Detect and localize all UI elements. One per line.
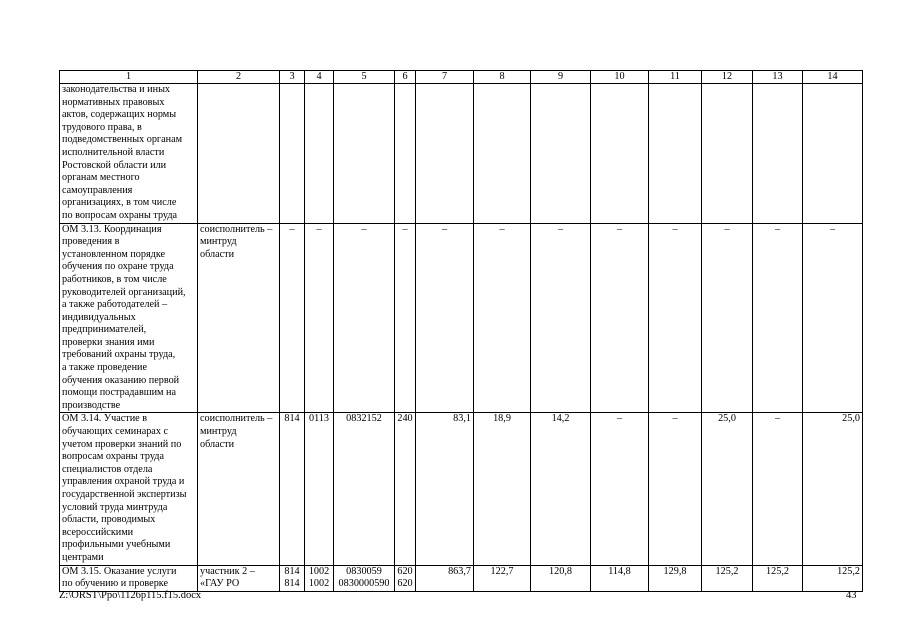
executor-cell xyxy=(198,84,280,224)
value-cell xyxy=(753,84,803,224)
value-cell: 125,2 xyxy=(702,565,753,591)
col-header-6: 6 xyxy=(395,71,416,84)
value-cell xyxy=(702,84,753,224)
page-number: 43 xyxy=(846,590,857,601)
activity-cell: ОМ 3.15. Оказание услуги по обучению и проверке xyxy=(60,565,198,591)
rzpr-cell: 1002 1002 xyxy=(305,565,334,591)
value-cell xyxy=(474,84,531,224)
activity-cell: ОМ 3.13. Координация проведения в установленном порядке обучения по охране труда работников, в том числе руководителей организаций, а также работодателей – индивидуальных предпринимателей, проверки знания ими требований охраны труда, а также проведение обучения оказанию первой помощи пострадавшим на производстве xyxy=(60,223,198,413)
value-cell: – xyxy=(591,223,649,413)
value-cell: 120,8 xyxy=(531,565,591,591)
vr-cell: – xyxy=(395,223,416,413)
col-header-1: 1 xyxy=(60,71,198,84)
executor-cell: соисполнитель – минтруд области xyxy=(198,413,280,565)
value-cell: 18,9 xyxy=(474,413,531,565)
col-header-11: 11 xyxy=(649,71,702,84)
vr-cell: 620 620 xyxy=(395,565,416,591)
value-cell: 83,1 xyxy=(416,413,474,565)
grbs-cell xyxy=(280,84,305,224)
value-cell xyxy=(591,84,649,224)
csr-cell: – xyxy=(334,223,395,413)
value-cell: 25,0 xyxy=(702,413,753,565)
value-cell: – xyxy=(591,413,649,565)
value-cell: 129,8 xyxy=(649,565,702,591)
value-cell: – xyxy=(702,223,753,413)
grbs-cell: – xyxy=(280,223,305,413)
value-cell: – xyxy=(416,223,474,413)
col-header-3: 3 xyxy=(280,71,305,84)
col-header-5: 5 xyxy=(334,71,395,84)
vr-cell xyxy=(395,84,416,224)
value-cell xyxy=(803,84,863,224)
value-cell: 14,2 xyxy=(531,413,591,565)
table-row xyxy=(60,413,863,565)
value-cell: 25,0 xyxy=(803,413,863,565)
table-row xyxy=(60,223,863,413)
col-header-13: 13 xyxy=(753,71,803,84)
executor-cell: участник 2 – «ГАУ РО xyxy=(198,565,280,591)
activity-cell: ОМ 3.14. Участие в обучающих семинарах с учетом проверки знаний по вопросам охраны труда специалистов отдела управления охраной труда и государственной экспертизы условий труда минтруда области, проводимых всероссийскими профильными учебными центрами xyxy=(60,413,198,565)
rzpr-cell: 0113 xyxy=(305,413,334,565)
value-cell: – xyxy=(803,223,863,413)
rzpr-cell xyxy=(305,84,334,224)
col-header-8: 8 xyxy=(474,71,531,84)
budget-table xyxy=(59,70,863,592)
col-header-12: 12 xyxy=(702,71,753,84)
table-row xyxy=(60,84,863,224)
value-cell: 125,2 xyxy=(803,565,863,591)
col-header-7: 7 xyxy=(416,71,474,84)
value-cell: 125,2 xyxy=(753,565,803,591)
value-cell xyxy=(531,84,591,224)
rzpr-cell: – xyxy=(305,223,334,413)
grbs-cell: 814 814 xyxy=(280,565,305,591)
value-cell xyxy=(649,84,702,224)
col-header-4: 4 xyxy=(305,71,334,84)
grbs-cell: 814 xyxy=(280,413,305,565)
value-cell: 122,7 xyxy=(474,565,531,591)
value-cell: 114,8 xyxy=(591,565,649,591)
value-cell: – xyxy=(649,223,702,413)
csr-cell: 0830059 0830000590 xyxy=(334,565,395,591)
col-header-2: 2 xyxy=(198,71,280,84)
col-header-10: 10 xyxy=(591,71,649,84)
value-cell: – xyxy=(753,413,803,565)
value-cell xyxy=(416,84,474,224)
header-row xyxy=(60,71,863,84)
table-row xyxy=(60,565,863,591)
executor-cell: соисполнитель – минтруд области xyxy=(198,223,280,413)
vr-cell: 240 xyxy=(395,413,416,565)
value-cell: – xyxy=(531,223,591,413)
col-header-9: 9 xyxy=(531,71,591,84)
col-header-14: 14 xyxy=(803,71,863,84)
csr-cell xyxy=(334,84,395,224)
value-cell: 863,7 xyxy=(416,565,474,591)
csr-cell: 0832152 xyxy=(334,413,395,565)
value-cell: – xyxy=(753,223,803,413)
value-cell: – xyxy=(474,223,531,413)
value-cell: – xyxy=(649,413,702,565)
footer-file-path: Z:\ORST\Ppo\1126p115.f15.docx xyxy=(59,590,202,601)
activity-cell: законодательства и иных нормативных правовых актов, содержащих нормы трудового права, в подведомственных органам исполнительной власти Ростовской области или органам местного самоуправления организациях, в том числе по вопросам охраны труда xyxy=(60,84,198,224)
